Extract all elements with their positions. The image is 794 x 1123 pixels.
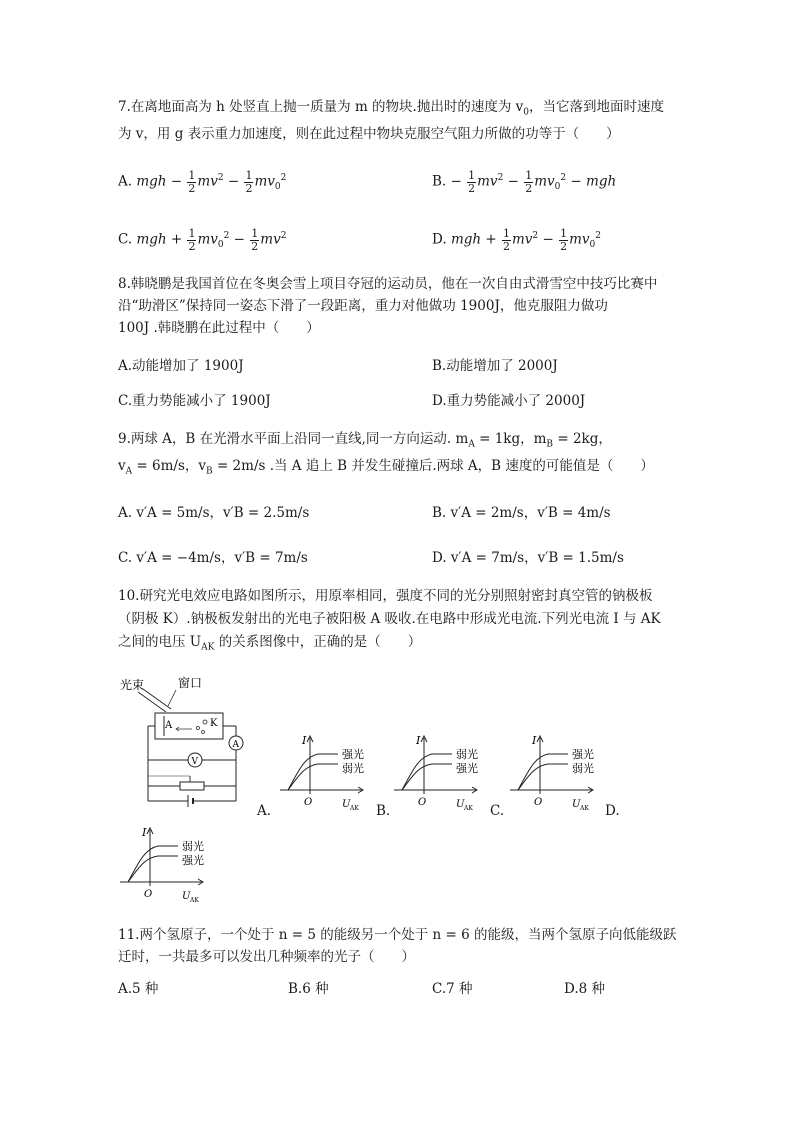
- beam-label: 光束: [120, 678, 145, 692]
- q10-stem-line1: 10.研究光电效应电路如图所示，用原率相同，强度不同的光分别照射密封真空管的钠极板: [118, 588, 653, 604]
- axis-label-u: U: [342, 799, 351, 810]
- axis-label-i: I: [416, 734, 421, 747]
- q8-stem-line2: 沿“助滑区”保持同一姿态下滑了一段距离，重力对他做功 1900J，他克服阻力做功: [118, 298, 608, 314]
- q9-option-d[interactable]: D. v′A = 7m/s，v′B = 1.5m/s: [432, 550, 624, 566]
- q8-option-a[interactable]: A.动能增加了 1900J: [118, 358, 244, 374]
- q11-option-c[interactable]: C.7 种: [432, 981, 473, 997]
- axis-label-u: U: [572, 799, 581, 810]
- axis-label-u-sub: AK: [464, 805, 473, 812]
- q9-stem-line2: $v_A = 6m/s$，$v_B = 2m/s$ .当 A 追上 B 并发生碰撞后.两球 A，B 速度的可能值是（ ）: [118, 458, 654, 477]
- legend-upper: 弱光: [456, 748, 478, 761]
- q9-stem-line1: 9.两球 A，B 在光滑水平面上沿同一直线,同一方向运动. $m_A = 1kg$，$m_B = 2kg$，: [118, 431, 612, 450]
- q8-stem-line1: 8.韩晓鹏是我国首位在冬奥会雪上项目夺冠的运动员，他在一次自由式滑雪空中技巧比赛中: [118, 276, 658, 292]
- iv-graph-a: [278, 732, 378, 812]
- voltmeter: V: [191, 757, 198, 767]
- q8-option-b[interactable]: B.动能增加了 2000J: [432, 358, 558, 374]
- cathode-label: K: [210, 718, 218, 729]
- iv-graph-d: [118, 824, 218, 904]
- q9-option-a[interactable]: A. v′A = 5m/s，v′B = 2.5m/s: [118, 505, 310, 521]
- curve-upper: [518, 754, 568, 790]
- axis-label-u-sub: AK: [190, 897, 199, 904]
- axis-label-i: I: [142, 826, 147, 839]
- q10-option-a[interactable]: A.: [257, 803, 272, 819]
- q10-stem-line3: 之间的电压 $U_{AK}$ 的关系图像中，正确的是（ ）: [118, 634, 422, 653]
- q7-option-a[interactable]: A. mgh − $\frac{1}{2}$ $mv^2$ − $\frac{1}{2}$ $mv_0^2$: [118, 168, 287, 195]
- q7-option-c[interactable]: C. mgh + $\frac{1}{2}$ $mv_0^2$ − $\frac{1}{2}$ $mv^2$: [118, 226, 287, 253]
- q8-option-d[interactable]: D.重力势能减小了 2000J: [432, 393, 586, 409]
- iv-graph-b: [392, 732, 492, 812]
- q11-option-a[interactable]: A.5 种: [118, 981, 159, 997]
- q8-option-c[interactable]: C.重力势能减小了 1900J: [118, 393, 271, 409]
- iv-graph-c: [508, 732, 608, 812]
- legend-lower: 弱光: [572, 762, 594, 775]
- window-label: 窗口: [178, 676, 203, 690]
- q11-option-d[interactable]: D.8 种: [564, 981, 606, 997]
- q11-stem-line1: 11.两个氢原子，一个处于 n = 5 的能级另一个处于 n = 6 的能级，当两个氢原子向低能级跃: [118, 927, 677, 943]
- legend-lower: 强光: [182, 854, 204, 867]
- legend-upper: 弱光: [182, 840, 204, 853]
- legend-upper: 强光: [572, 748, 594, 761]
- q7-option-b[interactable]: B. − $\frac{1}{2}$ $mv^2$ − $\frac{1}{2}$ $mv_0^2$ − mgh: [432, 168, 617, 195]
- q7-stem-line2: 为 v，用 g 表示重力加速度，则在此过程中物块克服空气阻力所做的功等于（ ）: [118, 126, 620, 142]
- axis-label-u: U: [182, 891, 191, 902]
- curve-upper: [128, 846, 178, 882]
- axis-label-u-sub: AK: [350, 805, 359, 812]
- origin-label: O: [534, 797, 543, 808]
- origin-label: O: [144, 889, 153, 900]
- q8-stem-line3: 100J .韩晓鹏在此过程中（ ）: [118, 320, 320, 336]
- origin-label: O: [418, 797, 427, 808]
- curve-upper: [402, 754, 452, 790]
- circuit-diagram: [118, 676, 253, 811]
- q10-option-b[interactable]: B.: [376, 803, 391, 819]
- legend-lower: 弱光: [342, 762, 364, 775]
- q7-option-d[interactable]: D. mgh + $\frac{1}{2}$ $mv^2$ − $\frac{1}{2}$ $mv_0^2$: [432, 226, 601, 253]
- legend-lower: 强光: [456, 762, 478, 775]
- anode-label: A: [165, 720, 173, 731]
- q9-option-b[interactable]: B. v′A = 2m/s，v′B = 4m/s: [432, 505, 611, 521]
- axis-label-u-sub: AK: [580, 805, 589, 812]
- q7-stem-line1: 7.在离地面高为 h 处竖直上抛一质量为 m 的物块.抛出时的速度为 $v_0$，当它落到地面时速度: [118, 99, 664, 118]
- q10-stem-line2: （阴极 K）.钠极板发射出的光电子被阳极 A 吸收.在电路中形成光电流.下列光电流 I 与 AK: [118, 611, 661, 627]
- q9-option-c[interactable]: C. v′A = −4m/s，v′B = 7m/s: [118, 550, 308, 566]
- axis-label-u: U: [456, 799, 465, 810]
- q10-option-c[interactable]: C.: [490, 803, 505, 819]
- q11-option-b[interactable]: B.6 种: [288, 981, 329, 997]
- legend-upper: 强光: [342, 748, 364, 761]
- origin-label: O: [304, 797, 313, 808]
- axis-label-i: I: [302, 734, 307, 747]
- q11-stem-line2: 迁时，一共最多可以发出几种频率的光子（ ）: [118, 949, 415, 965]
- curve-upper: [288, 754, 338, 790]
- ammeter: A: [232, 740, 239, 750]
- q10-option-d[interactable]: D.: [605, 803, 620, 819]
- axis-label-i: I: [532, 734, 537, 747]
